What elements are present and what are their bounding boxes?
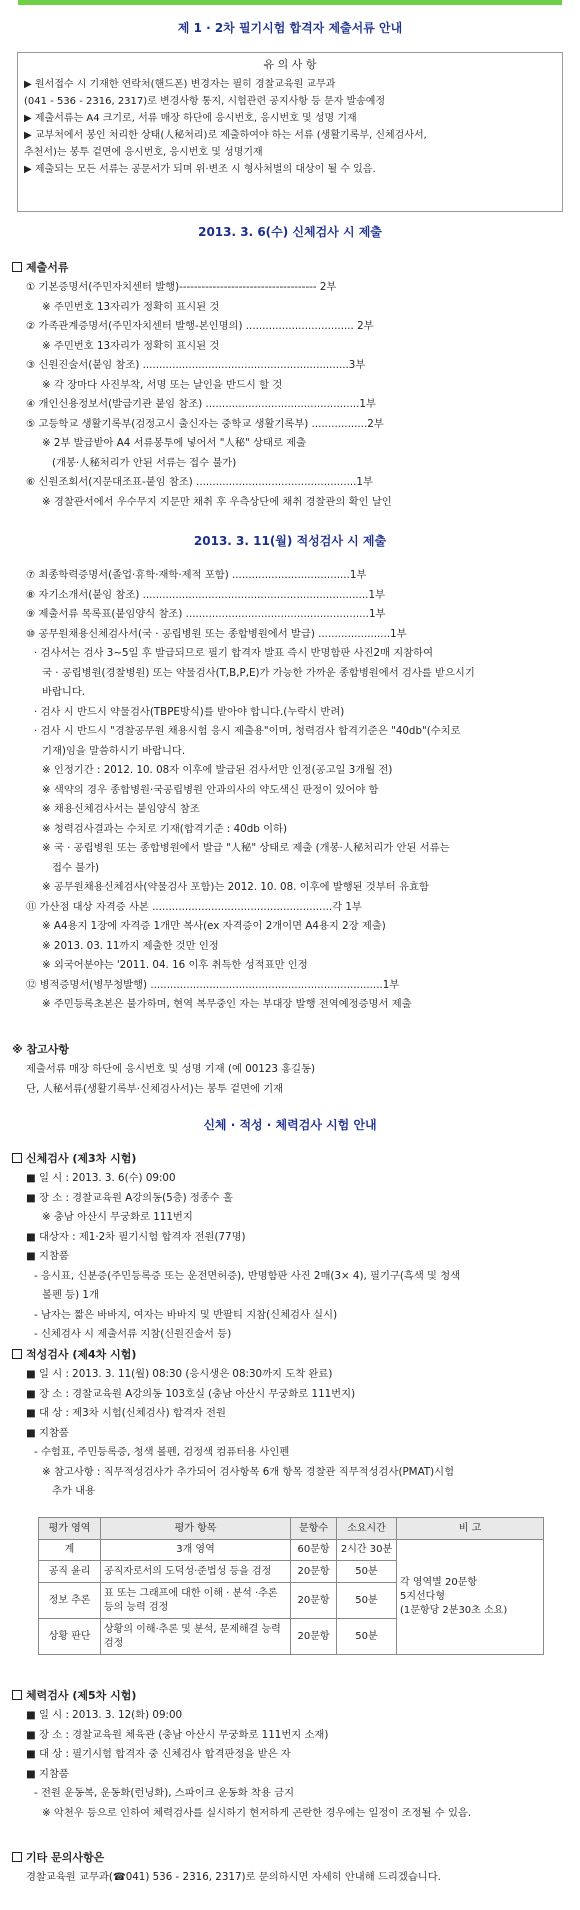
reference-heading: ※ 참고사항	[12, 1043, 70, 1056]
doc-item: ⑩ 공무원채용신체검사서(국 · 공립병원 또는 종합병원에서 발급) ......................1부	[26, 627, 407, 640]
doc-item: ⑪ 가산점 대상 자격증 사본 .......................................................각 1부	[26, 900, 362, 913]
section1-heading: 제출서류	[12, 258, 568, 278]
table-cell: 공직 윤리	[39, 1561, 101, 1583]
checkbox-square-icon	[12, 1153, 22, 1163]
doc-note: ※ 2013. 03. 11까지 제출한 것만 인정	[42, 939, 219, 952]
table-cell: 2시간 30분	[337, 1540, 397, 1561]
info-line: ■ 지참품	[26, 1426, 69, 1439]
physical-heading: 신체검사 (제3차 시험)	[12, 1149, 568, 1169]
section2-date-title: 2013. 3. 11(월) 적성검사 시 제출	[193, 534, 387, 548]
checkbox-square-icon	[12, 1349, 22, 1359]
doc-note: ※ A4용지 1장에 자격증 1개만 복사(ex 자격증이 2개이면 A4용지 2장 제출)	[42, 920, 386, 932]
reference-line: 제출서류 매장 하단에 응시번호 및 성명 기재 (예 00123 홍길동)	[26, 1063, 316, 1075]
table-cell: 3개 영역	[101, 1540, 291, 1561]
info-line: ■ 장 소 : 경찰교육원 A강의동 103호실 (충남 아산시 무궁화로 111번지)	[26, 1387, 356, 1400]
doc-detail: 국 · 공립병원(경찰병원) 또는 약물검사(T,B,P,E)가 가능한 가까운 종합병원에서 검사를 받으시기	[42, 666, 475, 679]
inquiry-section	[12, 1848, 568, 1888]
reference-line: 단, 人秘서류(생활기록부·신체검사서)는 봉투 겉면에 기재	[26, 1082, 284, 1095]
doc-item: ⑦ 최종학력증명서(졸업·휴학·재학·제적 포함) ....................................1부	[26, 569, 367, 581]
exam-guide-title: 신체 · 적성 · 체력검사 시험 안내	[203, 1118, 377, 1132]
info-note: 추가 내용	[52, 1485, 96, 1497]
info-line: ■ 대 상 : 필기시험 합격자 중 신체검사 합격판정을 받은 자	[26, 1748, 291, 1760]
fitness-heading: 체력검사 (제5차 시험)	[12, 1686, 568, 1706]
table-cell: 계	[39, 1540, 101, 1561]
info-line: ■ 일 시 : 2013. 3. 6(수) 09:00	[26, 1172, 176, 1184]
notice-line: ▶ 교부처에서 봉인 처리한 상태(人秘처리)로 제출하여야 하는 서류 (생활기록부, 신체검사서,	[24, 129, 427, 141]
notice-line: ▶ 원서접수 시 기재한 연락처(핸드폰) 변경자는 필히 경찰교육원 교무과	[24, 78, 336, 90]
doc-note: ※ 채용신체검사서는 붙임양식 참조	[42, 803, 200, 815]
doc-note: ※ 주민번호 13자리가 정확히 표시된 것	[42, 339, 220, 352]
notice-box	[17, 52, 563, 212]
doc-note: ※ 색약의 경우 종합병원·국공립병원 안과의사의 약도색신 판정이 있어야 함	[42, 783, 379, 796]
doc-note: ※ 공무원채용신체검사(약물검사 포함)는 2012. 10. 08. 이후에 발행된 것부터 유효함	[42, 881, 429, 893]
doc-note: ※ 주민번호 13자리가 정확히 표시된 것	[42, 300, 220, 313]
notice-line: 추천서)는 봉투 겉면에 응시번호, 응시번호 및 성명기재	[24, 146, 263, 158]
info-line: ■ 장 소 : 경찰교육원 A강의동(5층) 정종수 홀	[26, 1191, 233, 1204]
doc-item: ② 가족관계증명서(주민자치센터 발행-본인명의) ................................. 2부	[26, 320, 374, 332]
info-line: ■ 지참품	[26, 1767, 69, 1780]
table-cell: 60문항	[291, 1540, 337, 1561]
doc-item: ⑧ 자기소개서(붙임 참조) .....................................................................1부	[26, 588, 385, 601]
doc-note: ※ 외국어분야는 '2011. 04. 16 이후 취득한 성적표만 인정	[42, 959, 308, 971]
table-cell: 50분	[337, 1619, 397, 1655]
info-line: ■ 대 상 : 제3차 시험(신체검사) 합격자 전원	[26, 1407, 226, 1419]
table-note-cell	[397, 1540, 544, 1655]
section2-documents	[12, 566, 568, 1015]
checkbox-square-icon	[12, 1852, 22, 1862]
checkbox-square-icon	[12, 1690, 22, 1700]
doc-note: 접수 불가)	[52, 861, 100, 874]
doc-item: ⑤ 고등학교 생활기록부(검정고시 출신자는 중학교 생활기록부) .................2부	[26, 417, 384, 430]
notice-line: ▶ 제출되는 모든 서류는 공문서가 되며 위·변조 시 형사처벌의 대상이 될 수 있음.	[24, 163, 376, 175]
info-detail: 볼펜 등) 1개	[42, 1289, 99, 1301]
main-title: 제 1 · 2차 필기시험 합격자 제출서류 안내	[177, 21, 403, 35]
table-note-line: 각 영역별 20문항	[400, 1577, 478, 1588]
checkbox-square-icon	[12, 262, 22, 272]
notice-line: ▶ 제출서류는 A4 크기로, 서류 매장 하단에 응시번호, 응시번호 및 성명 기재	[24, 112, 357, 124]
table-cell: 20문항	[291, 1583, 337, 1619]
doc-item: ③ 신원진술서(붙임 참조) ...............................................................3부	[26, 359, 366, 371]
info-detail: - 수험표, 주민등록증, 청색 볼펜, 검정색 컴퓨터용 사인펜	[34, 1446, 290, 1458]
table-row	[39, 1540, 544, 1561]
reference-notes	[12, 1040, 568, 1099]
table-header: 평가 항목	[101, 1518, 291, 1540]
fitness-exam-section	[12, 1686, 568, 1823]
info-note: ※ 참고사항 : 직무적성검사가 추가되어 검사항목 6개 항목 경찰관 직무적성검사(PMAT)시험	[42, 1465, 455, 1478]
doc-note: ※ 경찰관서에서 우수무지 지문만 채취 후 우측상단에 채취 경찰관의 확인 날인	[42, 495, 392, 508]
info-detail: - 신체검사 시 제출서류 지참(신원진술서 등)	[34, 1328, 232, 1340]
table-cell: 50분	[337, 1561, 397, 1583]
doc-detail: · 검사 시 반드시 약물검사(TBPE방식)를 받아야 합니다.(누락시 반려)	[34, 705, 345, 718]
table-cell: 상황 판단	[39, 1619, 101, 1655]
info-line: ■ 지참품	[26, 1250, 69, 1262]
table-header: 비 고	[397, 1518, 544, 1540]
doc-item: ④ 개인신용정보서(발급기관 붙임 참조) ...............................................1부	[26, 398, 376, 410]
info-line: ■ 일 시 : 2013. 3. 11(월) 08:30 (응시생은 08:30까지 도착 완료)	[26, 1368, 333, 1380]
doc-note: ※ 국 · 공립병원 또는 종합병원에서 발급 "人秘" 상태로 제출 (개봉·人秘처리가 안된 서류는	[42, 842, 450, 854]
table-cell: 표 또는 그래프에 대한 이해 · 분석 ·추론 등의 능력 검정	[101, 1583, 291, 1619]
info-detail: - 전원 운동복, 운동화(런닝화), 스파이크 운동화 착용 금지	[34, 1787, 295, 1799]
table-header: 문항수	[291, 1518, 337, 1540]
doc-detail: · 검사서는 검사 3~5일 후 발급되므로 필기 합격자 발표 즉시 반명함판 사진2매 지참하여	[34, 647, 434, 659]
aptitude-eval-table	[38, 1517, 544, 1655]
info-note: ※ 악천우 등으로 인하여 체력검사를 실시하기 현저하게 곤란한 경우에는 일정이 조정될 수 있음.	[42, 1806, 472, 1819]
doc-detail: 바랍니다.	[42, 686, 86, 698]
info-line: ■ 대상자 : 제1·2차 필기시험 합격자 전원(77명)	[26, 1230, 246, 1243]
table-cell: 20문항	[291, 1619, 337, 1655]
table-header: 소요시간	[337, 1518, 397, 1540]
table-cell: 50분	[337, 1583, 397, 1619]
aptitude-exam-section	[12, 1345, 568, 1502]
doc-item: ① 기본증명서(주민자치센터 발행)------------------------------------- 2부	[26, 281, 337, 293]
notice-line: (041 - 536 - 2316, 2317)로 변경사항 통지, 시험관련 공지사항 등 문자 발송예정	[24, 95, 386, 107]
table-cell: 상황의 이해·추론 및 분석, 문제해결 능력 검정	[101, 1619, 291, 1655]
doc-item: ⑥ 신원조회서(지문대조표-붙임 참조) .................................................1부	[26, 476, 373, 488]
table-cell: 공직자로서의 도덕성·준법성 등을 검정	[101, 1561, 291, 1583]
inquiry-line: 경찰교육원 교무과(☎041) 536 - 2316, 2317)로 문의하시면 자세히 안내해 드리겠습니다.	[26, 1871, 441, 1883]
aptitude-heading: 적성검사 (제4차 시험)	[12, 1345, 568, 1365]
section1-documents	[12, 258, 568, 512]
doc-item: ⑨ 제출서류 목록표(붙임양식 참조) ........................................................1부	[26, 608, 386, 620]
doc-note: ※ 주민등록초본은 불가하며, 현역 복무중인 자는 부대장 발행 전역예정증명서 제출	[42, 998, 412, 1010]
table-header: 평가 영역	[39, 1518, 101, 1540]
inquiry-heading: 기타 문의사항은	[12, 1848, 568, 1868]
notice-heading: 유 의 사 항	[263, 58, 317, 71]
table-note-line: 5지선다형	[400, 1591, 446, 1602]
info-detail: - 응시표, 신분증(주민등록증 또는 운전면허증), 반명함판 사진 2매(3× 4), 필기구(흑색 및 청색	[34, 1269, 461, 1282]
doc-detail: 기재)임을 말씀하시기 바랍니다.	[42, 744, 186, 757]
physical-exam-section	[12, 1149, 568, 1345]
section1-date-title: 2013. 3. 6(수) 신체검사 시 제출	[198, 225, 382, 239]
table-note-line: (1문항당 2분30초 소요)	[400, 1605, 508, 1616]
info-detail: - 남자는 짧은 바바지, 여자는 바바지 및 반팔티 지참(신체검사 실시)	[34, 1308, 338, 1321]
table-cell: 정보 추론	[39, 1583, 101, 1619]
info-line: ■ 장 소 : 경찰교육원 체육관 (충남 아산시 무궁화로 111번지 소재)	[26, 1728, 329, 1741]
table-cell: 20문항	[291, 1561, 337, 1583]
doc-item: ⑫ 병적증명서(병무청발행) .......................................................................1부	[26, 978, 400, 991]
info-note: ※ 충남 아산시 무궁화로 111번지	[42, 1211, 193, 1223]
doc-note: (개봉·人秘처리가 안된 서류는 접수 불가)	[52, 456, 237, 469]
doc-note: ※ 인정기간 : 2012. 10. 08자 이후에 발급된 검사서만 인정(공고일 3개월 전)	[42, 764, 393, 776]
doc-note: ※ 각 장마다 사진부착, 서명 또는 날인을 반드시 할 것	[42, 378, 283, 391]
top-accent-bar	[18, 0, 562, 5]
info-line: ■ 일 시 : 2013. 3. 12(화) 09:00	[26, 1709, 183, 1721]
doc-note: ※ 2부 발급받아 A4 서류봉투에 넣어서 "人秘" 상태로 제출	[42, 437, 307, 449]
doc-note: ※ 청력검사결과는 수치로 기재(합격기준 : 40db 이하)	[42, 822, 287, 835]
doc-detail: · 검사 시 반드시 "경찰공무원 채용시험 응시 제출용"이며, 청력검사 합격기준은 "40db"(수치로	[34, 725, 461, 737]
table-header-row	[39, 1518, 544, 1540]
